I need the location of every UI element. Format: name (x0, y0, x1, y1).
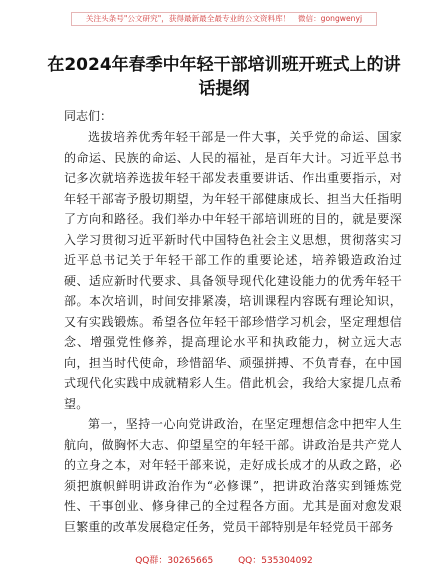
document-body (64, 127, 402, 557)
document-title: 在2024年春季中年轻干部培训班开班式上的讲话提纲 (47, 55, 401, 99)
body-paragraph: 选拔培养优秀年轻干部是一件大事，关乎党的命运、国家的命运、民族的命运、人民的福祉，是百年大计。习近平总书记多次就培养选拔年轻干部发表重要讲话、作出重要指示，对年轻干部寄予殷切期望，为年轻干部健康成长、担当大任指明了方向和路径。我们举办中年轻干部培训班的目的，就是要深入学习贯彻习近平新时代中国特色社会主义思想，贯彻落实习近平总书记关于年轻干部工作的重要论述，培养锻造政治过硬、适应新时代要求、具备领导现代化建设能力的优秀年轻干部。本次培训，时间安排紧凑，培训课程内容既有理论知识，又有实践锻炼。希望各位年轻干部珍惜学习机会，坚定理想信念、增强党性修养，提高理论水平和执政能力，树立远大志向，担当时代使命，珍惜韶华、顽强拼搏、不负青春，在中国式现代化实践中成就精彩人生。借此机会，我给大家提几点希望。 (64, 130, 402, 411)
salutation: 同志们： (64, 109, 113, 123)
promo-banner: 关注头条号"公文研究"，获得最新最全最专业的公文资料库！ 微信：gongwenyj (71, 12, 377, 26)
footer-qq: QQ：535304092 (238, 556, 313, 566)
page-footer (0, 555, 448, 567)
footer-qq-group: QQ群：30265665 (135, 556, 214, 566)
body-paragraph: 第一，坚持一心向党讲政治，在坚定理想信念中把牢人生航向，做胸怀大志、仰望星空的年轻干部。讲政治是共产党人的立身之本，对年轻干部来说，走好成长成才的从政之路，必须把旗帜鲜明讲政治作为“必修课”，把讲政治落实到锤炼党性、干事创业、修身律己的全过程各方面。尤其是面对愈发艰巨繁重的改革发展稳定任务，党员干部特别是年轻党员干部务 (64, 417, 402, 534)
